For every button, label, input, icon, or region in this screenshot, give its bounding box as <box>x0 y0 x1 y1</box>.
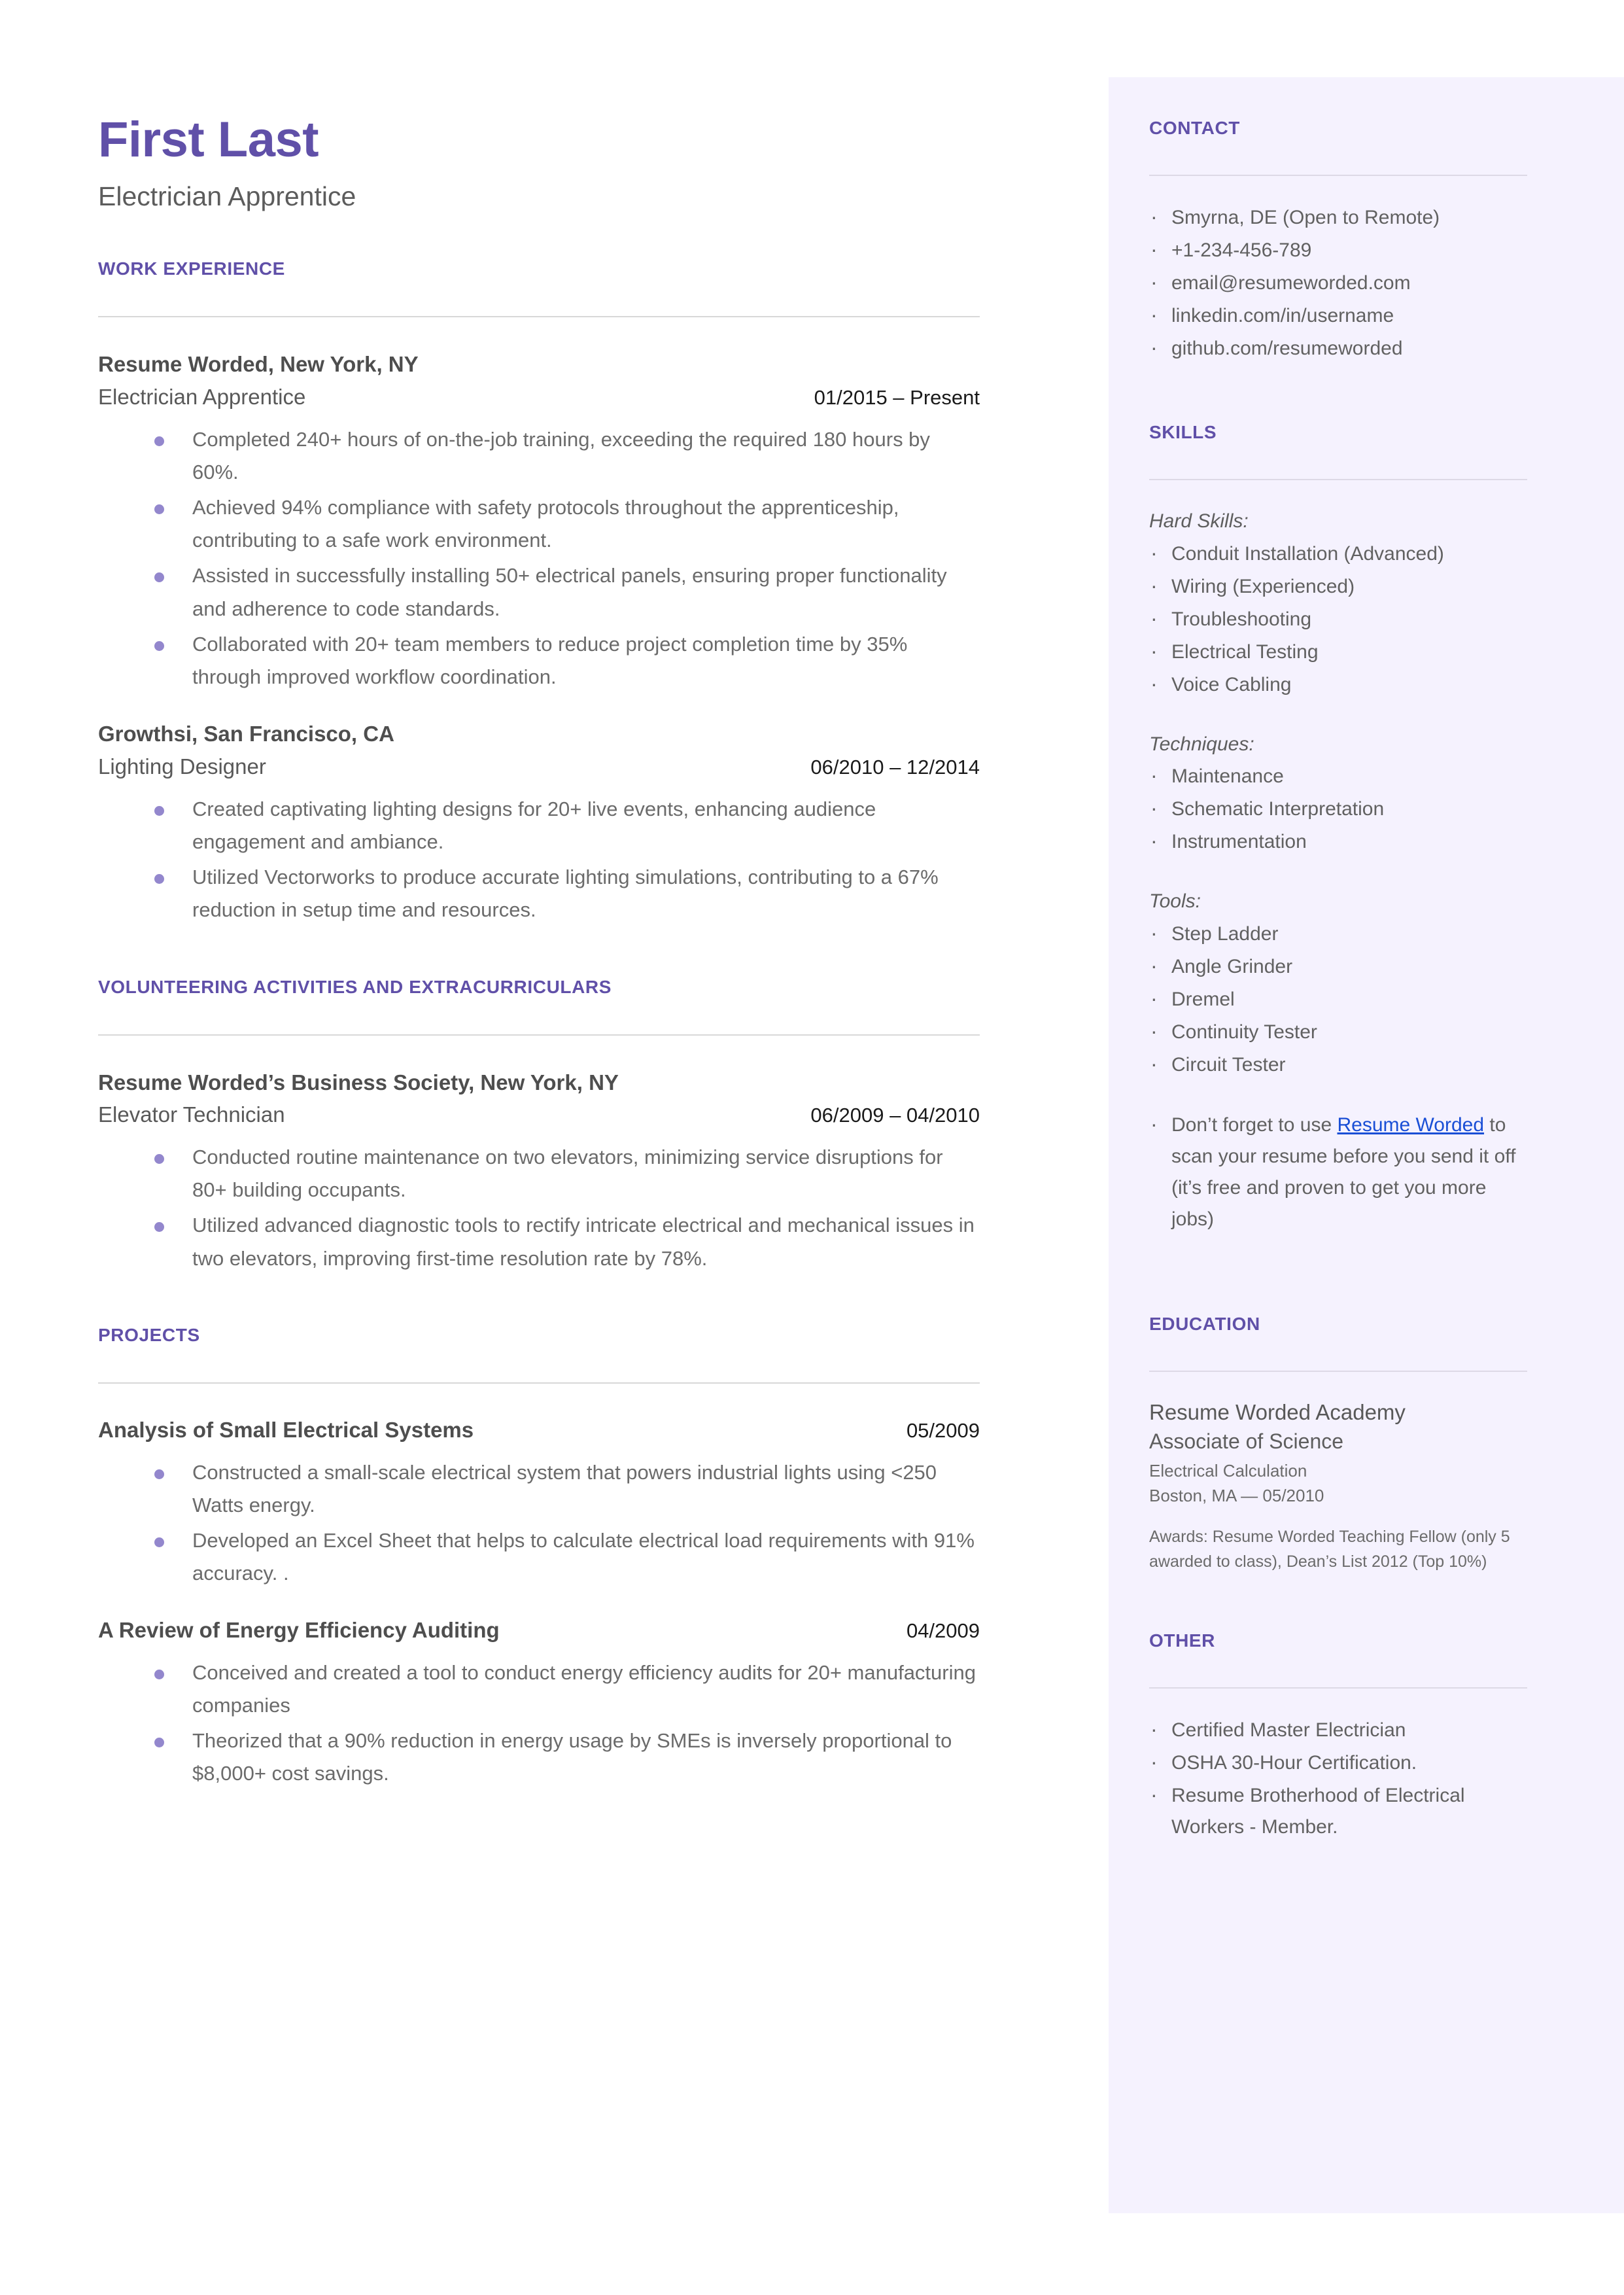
spacer <box>98 1301 980 1325</box>
contact-email: · email@resumeworded.com <box>1149 268 1527 299</box>
project-bullets <box>98 1656 980 1791</box>
section-divider <box>98 316 980 317</box>
list-item: Assisted in successfully installing 50+ electrical panels, ensuring proper functionality and adherence to code standards. <box>98 559 980 625</box>
project-date: 04/2009 <box>906 1619 980 1642</box>
work-role-row <box>98 383 980 412</box>
list-item: · Dremel <box>1149 984 1527 1015</box>
project-bullets <box>98 1456 980 1590</box>
promo-note <box>1149 1110 1527 1235</box>
list-item: · Resume Brotherhood of Electrical Workers - Member. <box>1149 1780 1527 1843</box>
list-item: Utilized Vectorworks to produce accurate lighting simulations, contributing to a 67% reduction in setup time and resources. <box>98 861 980 926</box>
section-divider <box>98 1034 980 1036</box>
contact-github: · github.com/resumeworded <box>1149 333 1527 364</box>
contact-list <box>1149 202 1527 364</box>
volunteering-org: Resume Worded’s Business Society, New York, NY <box>98 1070 619 1095</box>
work-role: Electrician Apprentice <box>98 384 306 409</box>
list-item: Conceived and created a tool to conduct energy efficiency audits for 20+ manufacturing companies <box>98 1656 980 1722</box>
list-item: · Maintenance <box>1149 761 1527 792</box>
list-item: · Troubleshooting <box>1149 604 1527 635</box>
section-header-volunteering: VOLUNTEERING ACTIVITIES AND EXTRACURRICULARS <box>98 976 612 997</box>
promo-text-before: Don’t forget to use <box>1171 1113 1338 1136</box>
education-location-date: Boston, MA — 05/2010 <box>1149 1485 1324 1505</box>
skills-tools-label: Tools: <box>1149 890 1201 912</box>
sidebar-divider <box>1149 479 1527 480</box>
skills-hard-group <box>1149 506 1527 701</box>
list-item: · Voice Cabling <box>1149 669 1527 701</box>
list-item: Developed an Excel Sheet that helps to calculate electrical load requirements with 91% accuracy. . <box>98 1524 980 1590</box>
other-list <box>1149 1715 1527 1843</box>
list-item: · Instrumentation <box>1149 826 1527 858</box>
work-entry <box>98 350 980 693</box>
list-item: Theorized that a 90% reduction in energy usage by SMEs is inversely proportional to $8,000+ cost savings. <box>98 1725 980 1790</box>
headline: Electrician Apprentice <box>98 181 356 211</box>
skills-techniques-label: Techniques: <box>1149 733 1254 755</box>
section-header-other: OTHER <box>1149 1630 1215 1651</box>
work-role-row <box>98 753 980 781</box>
resume-worded-link[interactable]: Resume Worded <box>1337 1113 1485 1136</box>
sidebar-divider <box>1149 175 1527 176</box>
volunteering-role-row <box>98 1101 980 1129</box>
work-bullets <box>98 793 980 927</box>
list-item: · OSHA 30-Hour Certification. <box>1149 1747 1527 1779</box>
spacer <box>1149 1235 1527 1314</box>
work-role: Lighting Designer <box>98 754 266 779</box>
volunteering-entry <box>98 1068 980 1275</box>
education-field: Electrical Calculation <box>1149 1460 1307 1480</box>
work-bullets <box>98 423 980 694</box>
skills-tools-group <box>1149 886 1527 1081</box>
section-header-education: EDUCATION <box>1149 1313 1260 1334</box>
promo-text-after: to scan your resume before you send it off (it’s free and proven to get you more jobs) <box>1171 1113 1516 1230</box>
education-school: Resume Worded Academy <box>1149 1399 1406 1424</box>
section-divider <box>98 1382 980 1384</box>
skills-hard-label: Hard Skills: <box>1149 510 1249 532</box>
education-degree: Associate of Science <box>1149 1429 1344 1454</box>
project-title: Analysis of Small Electrical Systems <box>98 1417 474 1442</box>
contact-location: · Smyrna, DE (Open to Remote) <box>1149 202 1527 234</box>
list-item: Completed 240+ hours of on-the-job training, exceeding the required 180 hours by 60%. <box>98 423 980 489</box>
page-title: First Last <box>98 112 319 167</box>
list-item: · Continuity Tester <box>1149 1017 1527 1048</box>
contact-phone: · +1-234-456-789 <box>1149 235 1527 266</box>
list-item: · Electrical Testing <box>1149 637 1527 668</box>
list-item: · Circuit Tester <box>1149 1049 1527 1081</box>
list-item: · Step Ladder <box>1149 919 1527 950</box>
work-date: 06/2010 – 12/2014 <box>810 755 980 779</box>
project-title: A Review of Energy Efficiency Auditing <box>98 1617 500 1642</box>
list-item: · Wiring (Experienced) <box>1149 571 1527 603</box>
education-awards: Awards: Resume Worded Teaching Fellow (only 5 awarded to class), Dean’s List 2012 (Top 10%) <box>1149 1528 1510 1571</box>
list-item: Conducted routine maintenance on two elevators, minimizing service disruptions for 80+ building occupants. <box>98 1141 980 1206</box>
main-column <box>98 0 980 1816</box>
section-header-projects: PROJECTS <box>98 1324 200 1345</box>
list-item: Created captivating lighting designs for 20+ live events, enhancing audience engagement and ambiance. <box>98 793 980 858</box>
work-date: 01/2015 – Present <box>814 385 980 409</box>
project-title-row <box>98 1416 980 1445</box>
skills-tools-list <box>1149 919 1527 1081</box>
skills-hard-list <box>1149 538 1527 701</box>
list-item: Achieved 94% compliance with safety protocols throughout the apprenticeship, contributing to a safe work environment. <box>98 491 980 557</box>
list-item: · Certified Master Electrician <box>1149 1715 1527 1746</box>
work-org: Resume Worded, New York, NY <box>98 352 419 377</box>
list-item: Constructed a small-scale electrical system that powers industrial lights using <250 Watts energy. <box>98 1456 980 1522</box>
work-org: Growthsi, San Francisco, CA <box>98 722 394 746</box>
work-entry <box>98 720 980 926</box>
sidebar-divider <box>1149 1371 1527 1372</box>
volunteering-bullets <box>98 1141 980 1275</box>
section-header-work-experience: WORK EXPERIENCE <box>98 258 285 279</box>
section-header-skills: SKILLS <box>1149 422 1217 442</box>
project-entry <box>98 1617 980 1791</box>
project-entry <box>98 1416 980 1590</box>
list-item: · Conduit Installation (Advanced) <box>1149 538 1527 570</box>
list-item: Utilized advanced diagnostic tools to rectify intricate electrical and mechanical issues in two elevators, improving first-time resolution rate by 78%. <box>98 1209 980 1274</box>
sidebar-divider <box>1149 1687 1527 1689</box>
volunteering-role: Elevator Technician <box>98 1102 285 1127</box>
section-header-contact: CONTACT <box>1149 118 1240 138</box>
skills-techniques-list <box>1149 761 1527 858</box>
contact-linkedin: · linkedin.com/in/username <box>1149 300 1527 332</box>
education-entry <box>1149 1398 1527 1575</box>
spacer <box>1149 1574 1527 1630</box>
list-item: · Angle Grinder <box>1149 951 1527 983</box>
list-item: Collaborated with 20+ team members to reduce project completion time by 35% through improved workflow coordination. <box>98 628 980 693</box>
volunteering-date: 06/2009 – 04/2010 <box>810 1104 980 1127</box>
sidebar-column <box>1149 0 1527 1844</box>
skills-techniques-group <box>1149 729 1527 858</box>
spacer <box>98 953 980 977</box>
project-date: 05/2009 <box>906 1418 980 1442</box>
list-item: · Schematic Interpretation <box>1149 794 1527 825</box>
project-title-row <box>98 1617 980 1645</box>
spacer <box>1149 366 1527 422</box>
